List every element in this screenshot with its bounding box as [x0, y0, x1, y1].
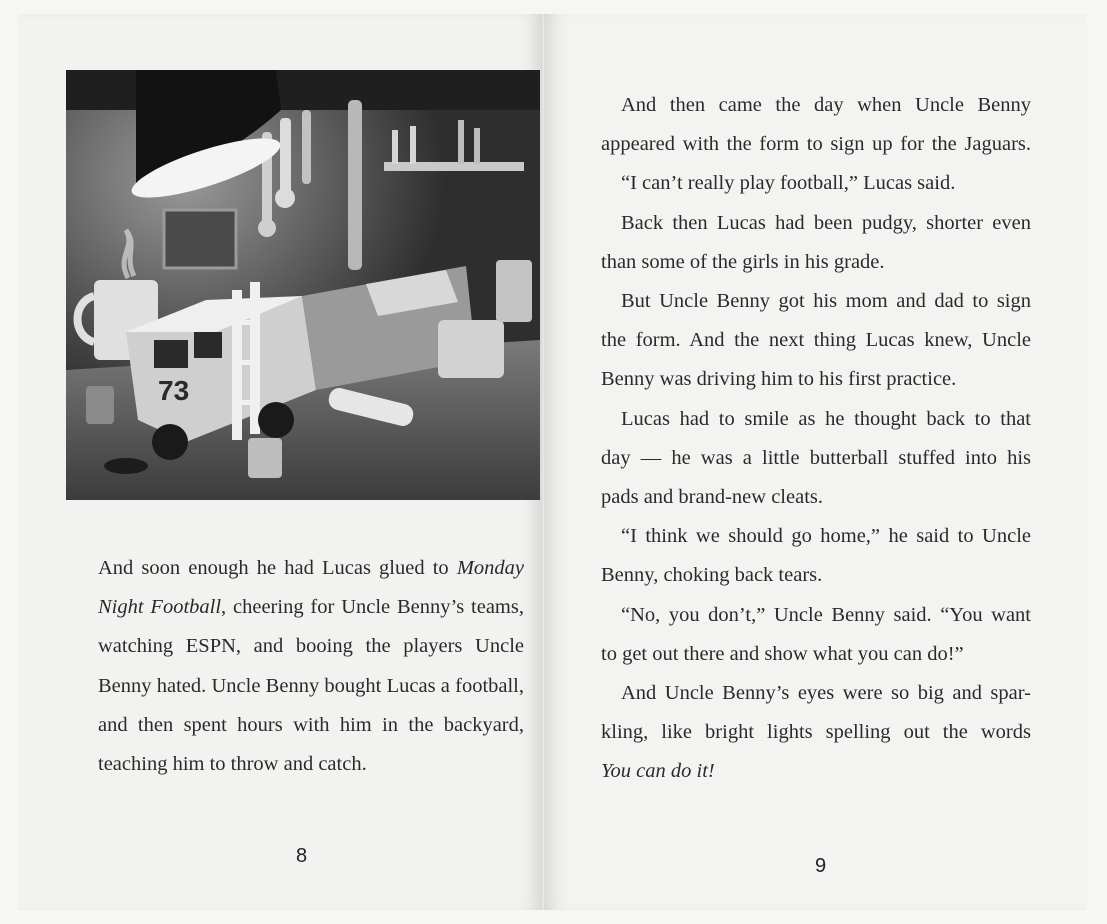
page-number-right: 9 [815, 855, 827, 877]
text-line: teaching him to throw and catch. [98, 753, 367, 776]
text-line: watching ESPN, and booing the players Uncle [98, 635, 524, 658]
text-line: Benny hated. Uncle Benny bought Lucas a football, [98, 674, 524, 697]
text-line: kling, like bright lights spelling out the words [601, 721, 1031, 744]
truck-number: 73 [158, 375, 190, 406]
text-line: to get out there and show what you can do!” [601, 642, 964, 665]
text-line: Benny, choking back tears. [601, 564, 823, 587]
text-line: Lucas had to smile as he thought back to that [621, 407, 1031, 430]
workbench-illustration [66, 70, 540, 500]
text-line: and then spent hours with him in the backyard, [98, 713, 524, 736]
text-line: And Uncle Benny’s eyes were so big and spar- [621, 682, 1031, 705]
text-line: You can do it! [601, 760, 715, 783]
page-number-left: 8 [296, 845, 308, 867]
right-page-text [601, 86, 1031, 792]
text-line: appeared with the form to sign up for the Jaguars. [601, 133, 1031, 156]
text-line: But Uncle Benny got his mom and dad to sign [621, 290, 1031, 313]
text-line: than some of the girls in his grade. [601, 250, 885, 273]
text-line: the form. And the next thing Lucas knew, Uncle [601, 329, 1031, 352]
text-line: pads and brand-new cleats. [601, 486, 823, 509]
text-line: And then came the day when Uncle Benny [621, 94, 1031, 116]
text-line: “I can’t really play football,” Lucas said. [621, 172, 956, 195]
text-line: Benny was driving him to his first practice. [601, 368, 957, 391]
text-line: day — he was a little butterball stuffed into his [601, 446, 1031, 469]
text-line: “I think we should go home,” he said to Uncle [621, 525, 1031, 548]
text-line: “No, you don’t,” Uncle Benny said. “You want [621, 603, 1031, 626]
left-page-text [98, 549, 524, 784]
text-line: Night Football, cheering for Uncle Benny’s teams, [98, 596, 524, 619]
text-line: Back then Lucas had been pudgy, shorter even [621, 211, 1031, 234]
text-line: And soon enough he had Lucas glued to Monday [98, 557, 524, 579]
